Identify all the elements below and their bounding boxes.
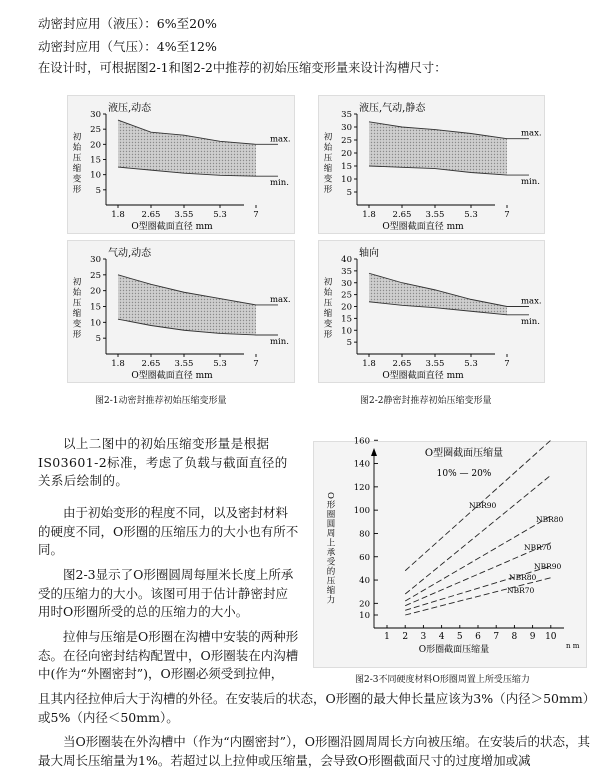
x-tick-label: 2.65 <box>392 359 412 369</box>
paragraph-2: 由于初始变形的程度不同，以及密封材料的硬度不同，O形圈的压缩压力的大小也有所不同。 <box>38 505 299 558</box>
y-tick-label: 120 <box>353 482 370 493</box>
y-tick-label: 25 <box>341 290 352 301</box>
y-tick-label: 35 <box>341 266 352 277</box>
x-tick-label: 5.3 <box>464 359 478 369</box>
paragraph-4-continued: 且其内径拉伸后大于沟槽的外径。在安装后的状态，O形圈的最大伸长量应该为3%（内径＞50mm）或5%（内径＜50mm）。 <box>38 691 589 725</box>
y-tick-label: 10 <box>90 318 101 329</box>
x-unit: n m <box>566 642 580 650</box>
y-tick-label: 10 <box>90 170 101 181</box>
chart-title: 液压,气动,静态 <box>359 103 426 114</box>
y-tick-label: 80 <box>359 529 370 540</box>
chart-panel-4 <box>318 240 545 383</box>
x-tick-label: 3.55 <box>174 210 194 220</box>
x-tick-label: 2 <box>402 632 409 642</box>
x-tick-label: 1.8 <box>111 210 125 220</box>
y-tick-label: 20 <box>90 140 101 151</box>
y-tick-label: 35 <box>341 110 352 120</box>
y-tick-label: 10 <box>341 175 352 185</box>
series-label: NBR90 <box>469 501 497 510</box>
paragraph-3: 图2-3显示了O形圈圆周每厘米长度上所承受的压缩力的大小。该图可用于估计静密封应用时O形圈所受的总的压缩力的大小。 <box>38 567 294 620</box>
y-axis-label: 初始压缩变形 <box>322 277 332 340</box>
y-tick-label: 40 <box>359 576 370 587</box>
y-tick-label: 25 <box>90 270 101 281</box>
y-tick-label: 15 <box>341 162 352 172</box>
min-label: min. <box>521 316 540 327</box>
x-tick-label: 2.65 <box>141 210 161 220</box>
min-label: min. <box>270 178 289 189</box>
y-tick-label: 30 <box>90 110 101 120</box>
chart-panel-2 <box>318 95 545 234</box>
figure-caption-1: 图2-1动密封推荐初始压缩变形量 <box>95 396 227 406</box>
y-axis-label: 初始压缩变形 <box>71 277 81 340</box>
series-label: NBR70 <box>524 543 552 552</box>
y-axis-label: O形圈圆周上承受的压缩力 <box>325 492 335 605</box>
paragraph-1: 以上二图中的初始压缩变形量是根据IS03601-2标准，考虑了负载与截面直径的关系后绘制的。 <box>38 436 288 489</box>
y-tick-label: 20 <box>90 286 101 297</box>
series-label: NBR80 <box>536 515 564 524</box>
x-tick-label: 7 <box>504 210 510 220</box>
x-axis-label: O型圈截面直径 mm <box>131 371 213 381</box>
x-tick-label: 1 <box>384 632 390 642</box>
chart-title: 液压,动态 <box>108 103 152 114</box>
x-tick-label: 1.8 <box>111 359 125 369</box>
compression-band <box>118 275 256 335</box>
compression-force-chart <box>314 436 586 667</box>
y-tick-label: 5 <box>95 185 101 196</box>
figure-caption-3: 图2-3不同硬度材料O形圈周置上所受压缩力 <box>355 675 530 685</box>
x-tick-label: 3.55 <box>425 359 445 369</box>
y-axis-label: 初始压缩变形 <box>71 132 81 195</box>
x-tick-label: 4 <box>438 632 445 642</box>
x-tick-label: 5 <box>456 632 463 642</box>
x-tick-label: 8 <box>511 632 518 642</box>
y-tick-label: 20 <box>341 302 352 313</box>
intro-line-design: 在设计时，可根据图2-1和图2-2中推荐的初始压缩变形量来设计沟槽尺寸： <box>38 61 447 75</box>
y-tick-label: 40 <box>341 255 352 265</box>
paragraph-5: 当O形圈装在外沟槽中（作为“内圈密封”），O形圈沿圆周周长方向被压缩。在安装后的状态，其最大周长压缩量为1%。若超过以上拉伸或压缩量，会导致O形圈截面尺寸的过度增加或减 <box>38 734 591 768</box>
x-tick-label: 5.3 <box>213 210 227 220</box>
max-label: max. <box>521 128 542 139</box>
x-tick-label: 1.8 <box>362 210 376 220</box>
x-tick-label: 2.65 <box>392 210 412 220</box>
x-tick-label: 7 <box>253 359 259 369</box>
intro-line-pneumatic: 动密封应用（气压）：4%至12% <box>38 39 217 54</box>
x-tick-label: 7 <box>493 632 500 642</box>
series-label: NBR70 <box>507 586 535 595</box>
chart-panel-1 <box>67 95 295 234</box>
chart-title: 轴向 <box>359 248 379 259</box>
max-label: max. <box>270 294 291 305</box>
y-tick-label: 15 <box>90 302 101 313</box>
chart-title: O型圈截面压缩量 <box>424 448 504 459</box>
y-tick-label: 30 <box>341 278 352 289</box>
paragraph-4-start <box>38 628 300 684</box>
chart-title: 气动,动态 <box>108 248 152 259</box>
max-label: max. <box>270 134 291 145</box>
x-axis-label: O型圈截面直径 mm <box>382 222 464 232</box>
y-tick-label: 20 <box>359 599 370 610</box>
paragraph-4: 拉伸与压缩是O形圈在沟槽中安装的两种形态。在径向密封结构配置中，O形圈装在内沟槽中(作为“外圈密封”)，O形圈必须受到拉伸， <box>38 629 299 682</box>
y-tick-label: 160 <box>353 436 370 447</box>
x-axis-label: O型圈截面直径 mm <box>131 222 213 232</box>
y-tick-label: 10 <box>359 611 370 621</box>
y-tick-label: 5 <box>346 188 352 198</box>
y-axis-label: 初始压缩变形 <box>322 132 332 195</box>
x-axis-label: O形圈截面压缩量 <box>418 645 490 655</box>
chart-pneumatic-dynamic <box>68 241 294 382</box>
min-label: min. <box>270 337 289 347</box>
y-tick-label: 20 <box>341 149 352 159</box>
chart-panel-3 <box>67 240 295 383</box>
x-tick-label: 9 <box>529 632 536 642</box>
x-tick-label: 5.3 <box>213 359 227 369</box>
y-tick-label: 25 <box>341 136 352 146</box>
y-tick-label: 30 <box>341 123 352 133</box>
figure-caption-2: 图2-2静密封推荐初始压缩变形量 <box>360 396 492 406</box>
y-tick-label: 30 <box>90 255 101 265</box>
chart-axial <box>319 241 544 382</box>
series-label: NBR90 <box>534 562 562 571</box>
y-axis-arrow <box>371 448 377 456</box>
x-tick-label: 3 <box>420 632 427 642</box>
series-label: NBR80 <box>509 573 537 582</box>
min-label: min. <box>521 177 540 188</box>
x-tick-label: 7 <box>253 210 259 220</box>
x-tick-label: 10 <box>545 632 557 642</box>
y-tick-label: 15 <box>90 155 101 166</box>
y-tick-label: 140 <box>353 459 370 470</box>
x-tick-label: 6 <box>475 632 481 642</box>
compression-band <box>118 120 256 176</box>
y-tick-label: 60 <box>359 552 370 563</box>
y-tick-label: 15 <box>341 314 352 325</box>
chart-hydraulic-pneumatic-static <box>319 96 544 233</box>
x-tick-label: 3.55 <box>425 210 445 220</box>
intro-line-hydraulic: 动密封应用（液压）：6%至20% <box>38 16 217 31</box>
x-tick-label: 3.55 <box>174 359 194 369</box>
y-tick-label: 25 <box>90 125 101 136</box>
max-label: max. <box>521 296 542 307</box>
x-tick-label: 2.65 <box>141 359 161 369</box>
y-tick-label: 5 <box>95 334 101 345</box>
x-tick-label: 5.3 <box>464 210 478 220</box>
chart-subtitle: 10% — 20% <box>436 469 492 479</box>
x-tick-label: 7 <box>504 359 510 369</box>
x-axis-label: O型圈截面直径 mm <box>382 371 464 381</box>
y-tick-label: 5 <box>346 338 352 349</box>
y-tick-label: 100 <box>353 506 370 517</box>
compression-chart-panel <box>313 436 587 668</box>
x-tick-label: 1.8 <box>362 359 376 369</box>
chart-hydraulic-dynamic <box>68 96 294 233</box>
y-tick-label: 10 <box>341 326 352 337</box>
